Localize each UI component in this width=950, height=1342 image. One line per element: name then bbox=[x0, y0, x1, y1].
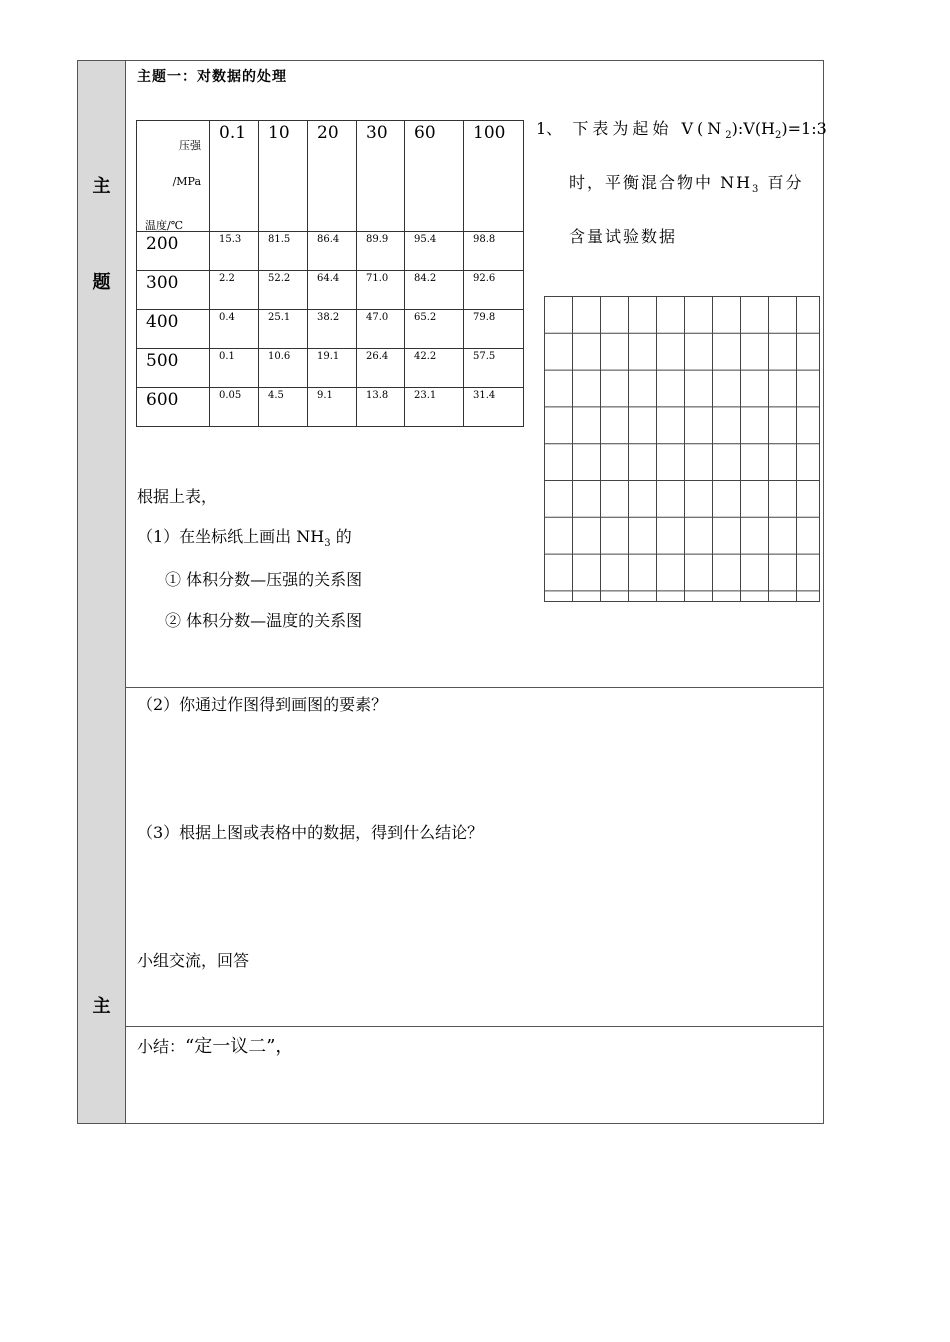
table-corner-header bbox=[137, 121, 210, 232]
header-temp: 温度/℃ bbox=[145, 219, 184, 232]
question-line2: 时，平衡混合物中 NH bbox=[569, 173, 753, 193]
value-cell: 84.2 bbox=[405, 271, 464, 310]
item-1: ① 体积分数—压强的关系图 bbox=[165, 570, 363, 589]
summary bbox=[137, 1032, 293, 1058]
value-cell: 38.2 bbox=[308, 310, 357, 349]
according-text: 根据上表， bbox=[137, 487, 218, 506]
sub-h2: 2 bbox=[775, 130, 782, 142]
table-row bbox=[137, 388, 524, 427]
question-line3: 含量试验数据 bbox=[569, 227, 678, 247]
pressure-header: 100 bbox=[464, 121, 524, 232]
value-cell: 52.2 bbox=[259, 271, 308, 310]
value-cell: 92.6 bbox=[464, 271, 524, 310]
value-cell: 15.3 bbox=[210, 232, 259, 271]
value-cell: 65.2 bbox=[405, 310, 464, 349]
question-line1-end: )=1:3 bbox=[781, 119, 827, 138]
header-pressure: 压强 bbox=[179, 139, 201, 152]
side-char-1: 主 bbox=[92, 176, 111, 197]
value-cell: 57.5 bbox=[464, 349, 524, 388]
value-cell: 98.8 bbox=[464, 232, 524, 271]
table-row bbox=[137, 271, 524, 310]
sub-nh3: 3 bbox=[752, 184, 761, 196]
group-discussion: 小组交流，回答 bbox=[137, 951, 250, 970]
value-cell: 31.4 bbox=[464, 388, 524, 427]
value-cell: 13.8 bbox=[357, 388, 405, 427]
column-divider bbox=[125, 61, 126, 1123]
temp-cell: 500 bbox=[137, 349, 210, 388]
row-divider-2 bbox=[126, 1026, 823, 1027]
value-cell: 86.4 bbox=[308, 232, 357, 271]
row-divider-1 bbox=[126, 687, 823, 688]
question-line1-mid: ):V(H bbox=[731, 119, 776, 138]
value-cell: 0.4 bbox=[210, 310, 259, 349]
item-2: ② 体积分数—温度的关系图 bbox=[165, 611, 363, 630]
value-cell: 26.4 bbox=[357, 349, 405, 388]
subquestion-1-end: 的 bbox=[330, 527, 352, 546]
header-unit: /MPa bbox=[172, 175, 201, 188]
value-cell: 10.6 bbox=[259, 349, 308, 388]
value-cell: 81.5 bbox=[259, 232, 308, 271]
value-cell: 2.2 bbox=[210, 271, 259, 310]
subquestion-1-text: （1）在坐标纸上画出 NH bbox=[137, 527, 325, 546]
value-cell: 71.0 bbox=[357, 271, 405, 310]
value-cell: 9.1 bbox=[308, 388, 357, 427]
value-cell: 64.4 bbox=[308, 271, 357, 310]
table-row bbox=[137, 232, 524, 271]
value-cell: 79.8 bbox=[464, 310, 524, 349]
question-number: 1、 bbox=[536, 119, 563, 138]
value-cell: 4.5 bbox=[259, 388, 308, 427]
nh3-data-table bbox=[136, 120, 524, 427]
temp-cell: 300 bbox=[137, 271, 210, 310]
value-cell: 23.1 bbox=[405, 388, 464, 427]
value-cell: 25.1 bbox=[259, 310, 308, 349]
subquestion-3: （3）根据上图或表格中的数据，得到什么结论？ bbox=[137, 823, 484, 842]
side-char-3: 主 bbox=[92, 996, 111, 1017]
pressure-header: 30 bbox=[357, 121, 405, 232]
section-title: 主题一：对数据的处理 bbox=[137, 69, 287, 85]
question-1 bbox=[536, 105, 827, 260]
temp-cell: 400 bbox=[137, 310, 210, 349]
graph-paper-grid bbox=[544, 296, 820, 602]
pressure-header: 0.1 bbox=[210, 121, 259, 232]
temp-cell: 200 bbox=[137, 232, 210, 271]
pressure-header: 10 bbox=[259, 121, 308, 232]
value-cell: 95.4 bbox=[405, 232, 464, 271]
sub-nh3-2: 3 bbox=[324, 538, 331, 550]
side-char-2: 题 bbox=[92, 272, 111, 293]
pressure-header: 60 bbox=[405, 121, 464, 232]
value-cell: 19.1 bbox=[308, 349, 357, 388]
value-cell: 0.05 bbox=[210, 388, 259, 427]
question-line1: 下表为起始 V(N bbox=[572, 119, 726, 138]
value-cell: 89.9 bbox=[357, 232, 405, 271]
table-row bbox=[137, 310, 524, 349]
pressure-header: 20 bbox=[308, 121, 357, 232]
value-cell: 42.2 bbox=[405, 349, 464, 388]
subquestion-2: （2）你通过作图得到画图的要素？ bbox=[137, 695, 388, 714]
subquestion-1 bbox=[137, 524, 352, 549]
value-cell: 47.0 bbox=[357, 310, 405, 349]
value-cell: 0.1 bbox=[210, 349, 259, 388]
sub-n2: 2 bbox=[725, 130, 732, 142]
table-row bbox=[137, 349, 524, 388]
summary-label: 小结： bbox=[137, 1037, 186, 1056]
temp-cell: 600 bbox=[137, 388, 210, 427]
side-column bbox=[78, 61, 125, 1123]
summary-quote: “定一议二”， bbox=[185, 1036, 294, 1057]
question-line2-end: 百分 bbox=[760, 173, 804, 193]
